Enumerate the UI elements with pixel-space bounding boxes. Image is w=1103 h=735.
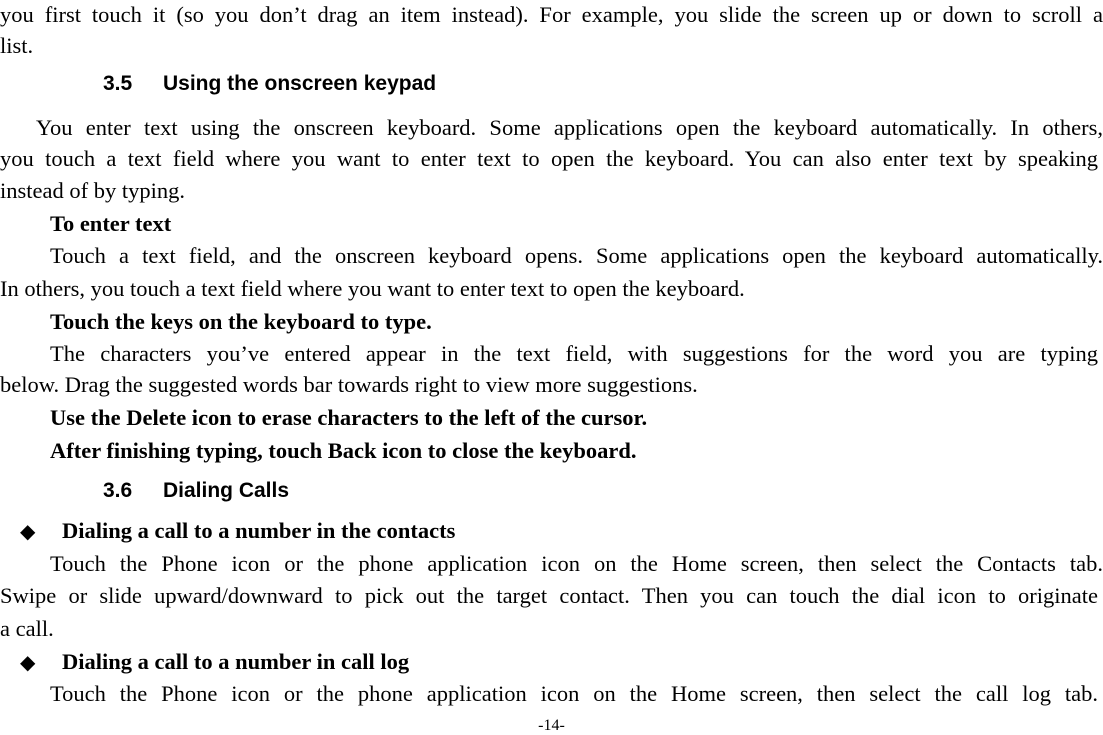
section-heading-3-5 — [103, 73, 436, 94]
paragraph-line: a call. — [0, 616, 54, 641]
paragraph-line: list. — [0, 33, 34, 58]
paragraph-line: Touch the Phone icon or the phone application icon on the Home screen, then select the call log tab. — [50, 681, 1098, 706]
diamond-bullet-icon: ◆ — [20, 521, 36, 543]
diamond-bullet-icon: ◆ — [20, 652, 36, 674]
bullet-title: Dialing a call to a number in call log — [62, 649, 410, 674]
paragraph-line: you touch a text field where you want to enter text to open the keyboard. You can also enter text by speaking — [0, 146, 1098, 171]
section-title: Dialing Calls — [163, 479, 290, 502]
paragraph-line: you first touch it (so you don’t drag an item instead). For example, you slide the screen up or down to scroll a — [0, 2, 1103, 27]
page-number: -14- — [538, 717, 565, 734]
paragraph-line: Touch a text field, and the onscreen keyboard opens. Some applications open the keyboard automatically. — [50, 243, 1103, 268]
bullet-title: Dialing a call to a number in the contacts — [62, 518, 456, 543]
paragraph-line: You enter text using the onscreen keyboard. Some applications open the keyboard automatically. In others, — [36, 115, 1103, 140]
paragraph-line: In others, you touch a text field where you want to enter text to open the keyboard. — [0, 276, 745, 301]
section-title: Using the onscreen keypad — [163, 72, 437, 95]
step-heading: After finishing typing, touch Back icon to close the keyboard. — [50, 438, 637, 463]
paragraph-line: The characters you’ve entered appear in the text field, with suggestions for the word you are typing — [50, 341, 1098, 366]
section-heading-3-6 — [103, 480, 289, 501]
paragraph-line: instead of by typing. — [0, 178, 185, 203]
step-heading: Touch the keys on the keyboard to type. — [50, 309, 432, 334]
step-heading: Use the Delete icon to erase characters to the left of the cursor. — [50, 405, 648, 430]
bullet-item-contacts — [20, 520, 455, 543]
paragraph-line: Touch the Phone icon or the phone application icon on the Home screen, then select the Contacts tab. — [50, 551, 1103, 576]
section-number: 3.5 — [103, 72, 133, 95]
paragraph-line: below. Drag the suggested words bar towards right to view more suggestions. — [0, 372, 698, 397]
paragraph-line: Swipe or slide upward/downward to pick out the target contact. Then you can touch the dial icon to originate — [0, 583, 1098, 608]
bullet-item-call-log — [20, 651, 409, 674]
section-number: 3.6 — [103, 479, 133, 502]
subheading-to-enter-text: To enter text — [50, 211, 172, 236]
